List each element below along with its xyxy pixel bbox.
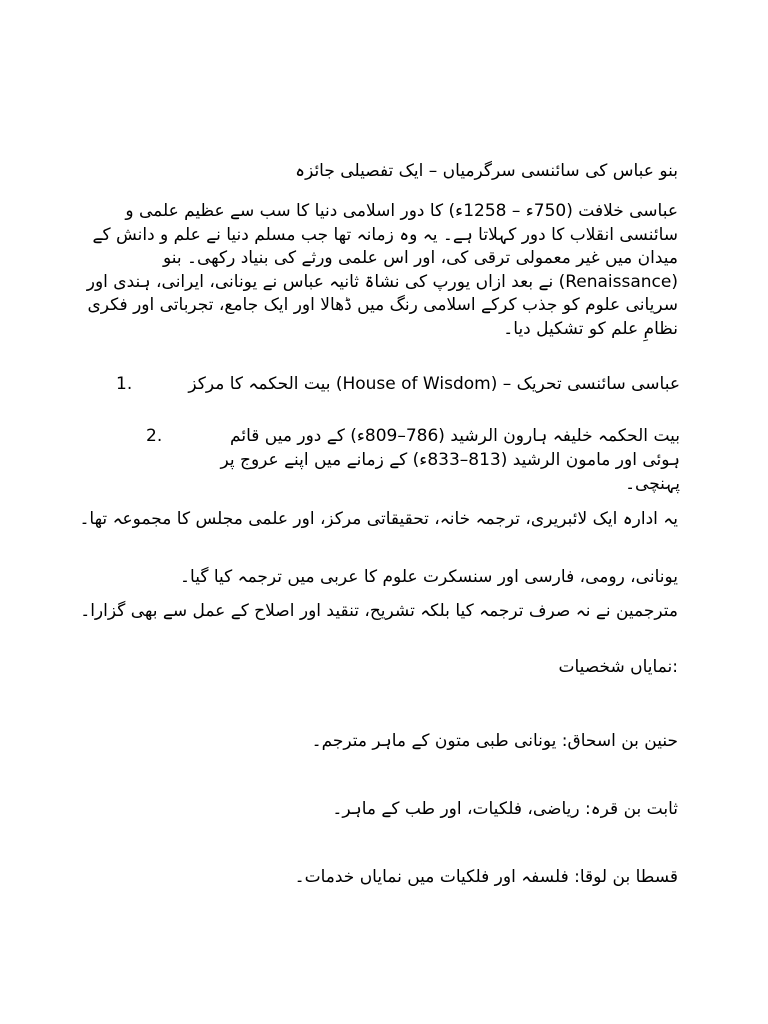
section-heading: :نمایاں شخصیات <box>558 657 678 677</box>
body-paragraph: مترجمین نے نہ صرف ترجمہ کیا بلکہ تشریح، تنقید اور اصلاح کے عمل سے بھی گزارا۔ <box>80 601 678 621</box>
body-paragraph: یونانی، رومی، فارسی اور سنسکرت علوم کا عربی میں ترجمہ کیا گیا۔ <box>180 567 678 587</box>
list-item-text: بیت الحکمہ خلیفہ ہارون الرشید (786–809ء) کے دور میں قائم ہوئی اور مامون الرشید (813–833ء) کے زمانے میں اپنے عروج پر پہنچی۔ <box>220 426 680 494</box>
figure-entry: قسطا بن لوقا: فلسفہ اور فلکیات میں نمایاں خدمات۔ <box>294 867 678 887</box>
figure-entry: حنین بن اسحاق: یونانی طبی متون کے ماہر مترجم۔ <box>311 731 678 751</box>
figure-entry: ثابت بن قرہ: ریاضی، فلکیات، اور طب کے ماہر۔ <box>332 799 678 819</box>
list-item-number: 1. <box>116 374 133 394</box>
intro-paragraph: عباسی خلافت (750ء – 1258ء) کا دور اسلامی دنیا کا سب سے عظیم علمی و سائنسی انقلاب کا دور کہلاتا ہے۔ یہ وہ زمانہ تھا جب مسلم دنیا نے علم و دانش کے میدان میں غیر معمولی ترقی کی، اور اس علمی ورثے کی بنیاد رکھی۔ بنو (Renaissance) نے بعد ازاں یورپ کی نشاۃ ثانیہ عباس نے یونانی، ایرانی، ہندی اور سریانی علوم کو جذب کرکے اسلامی رنگ میں ڈھالا اور ایک جامع، تجرباتی اور فکری نظامِ علم کو تشکیل دیا۔ <box>86 201 678 339</box>
body-paragraph: یہ ادارہ ایک لائبریری، ترجمہ خانہ، تحقیقاتی مرکز، اور علمی مجلس کا مجموعہ تھا۔ <box>79 509 678 529</box>
document-title: بنو عباس کی سائنسی سرگرمیاں – ایک تفصیلی جائزہ <box>295 161 678 181</box>
list-item-number: 2. <box>146 426 163 446</box>
list-item-text: عباسی سائنسی تحریک – (House of Wisdom) بیت الحکمہ کا مرکز <box>188 374 680 394</box>
numbered-list <box>100 372 680 492</box>
